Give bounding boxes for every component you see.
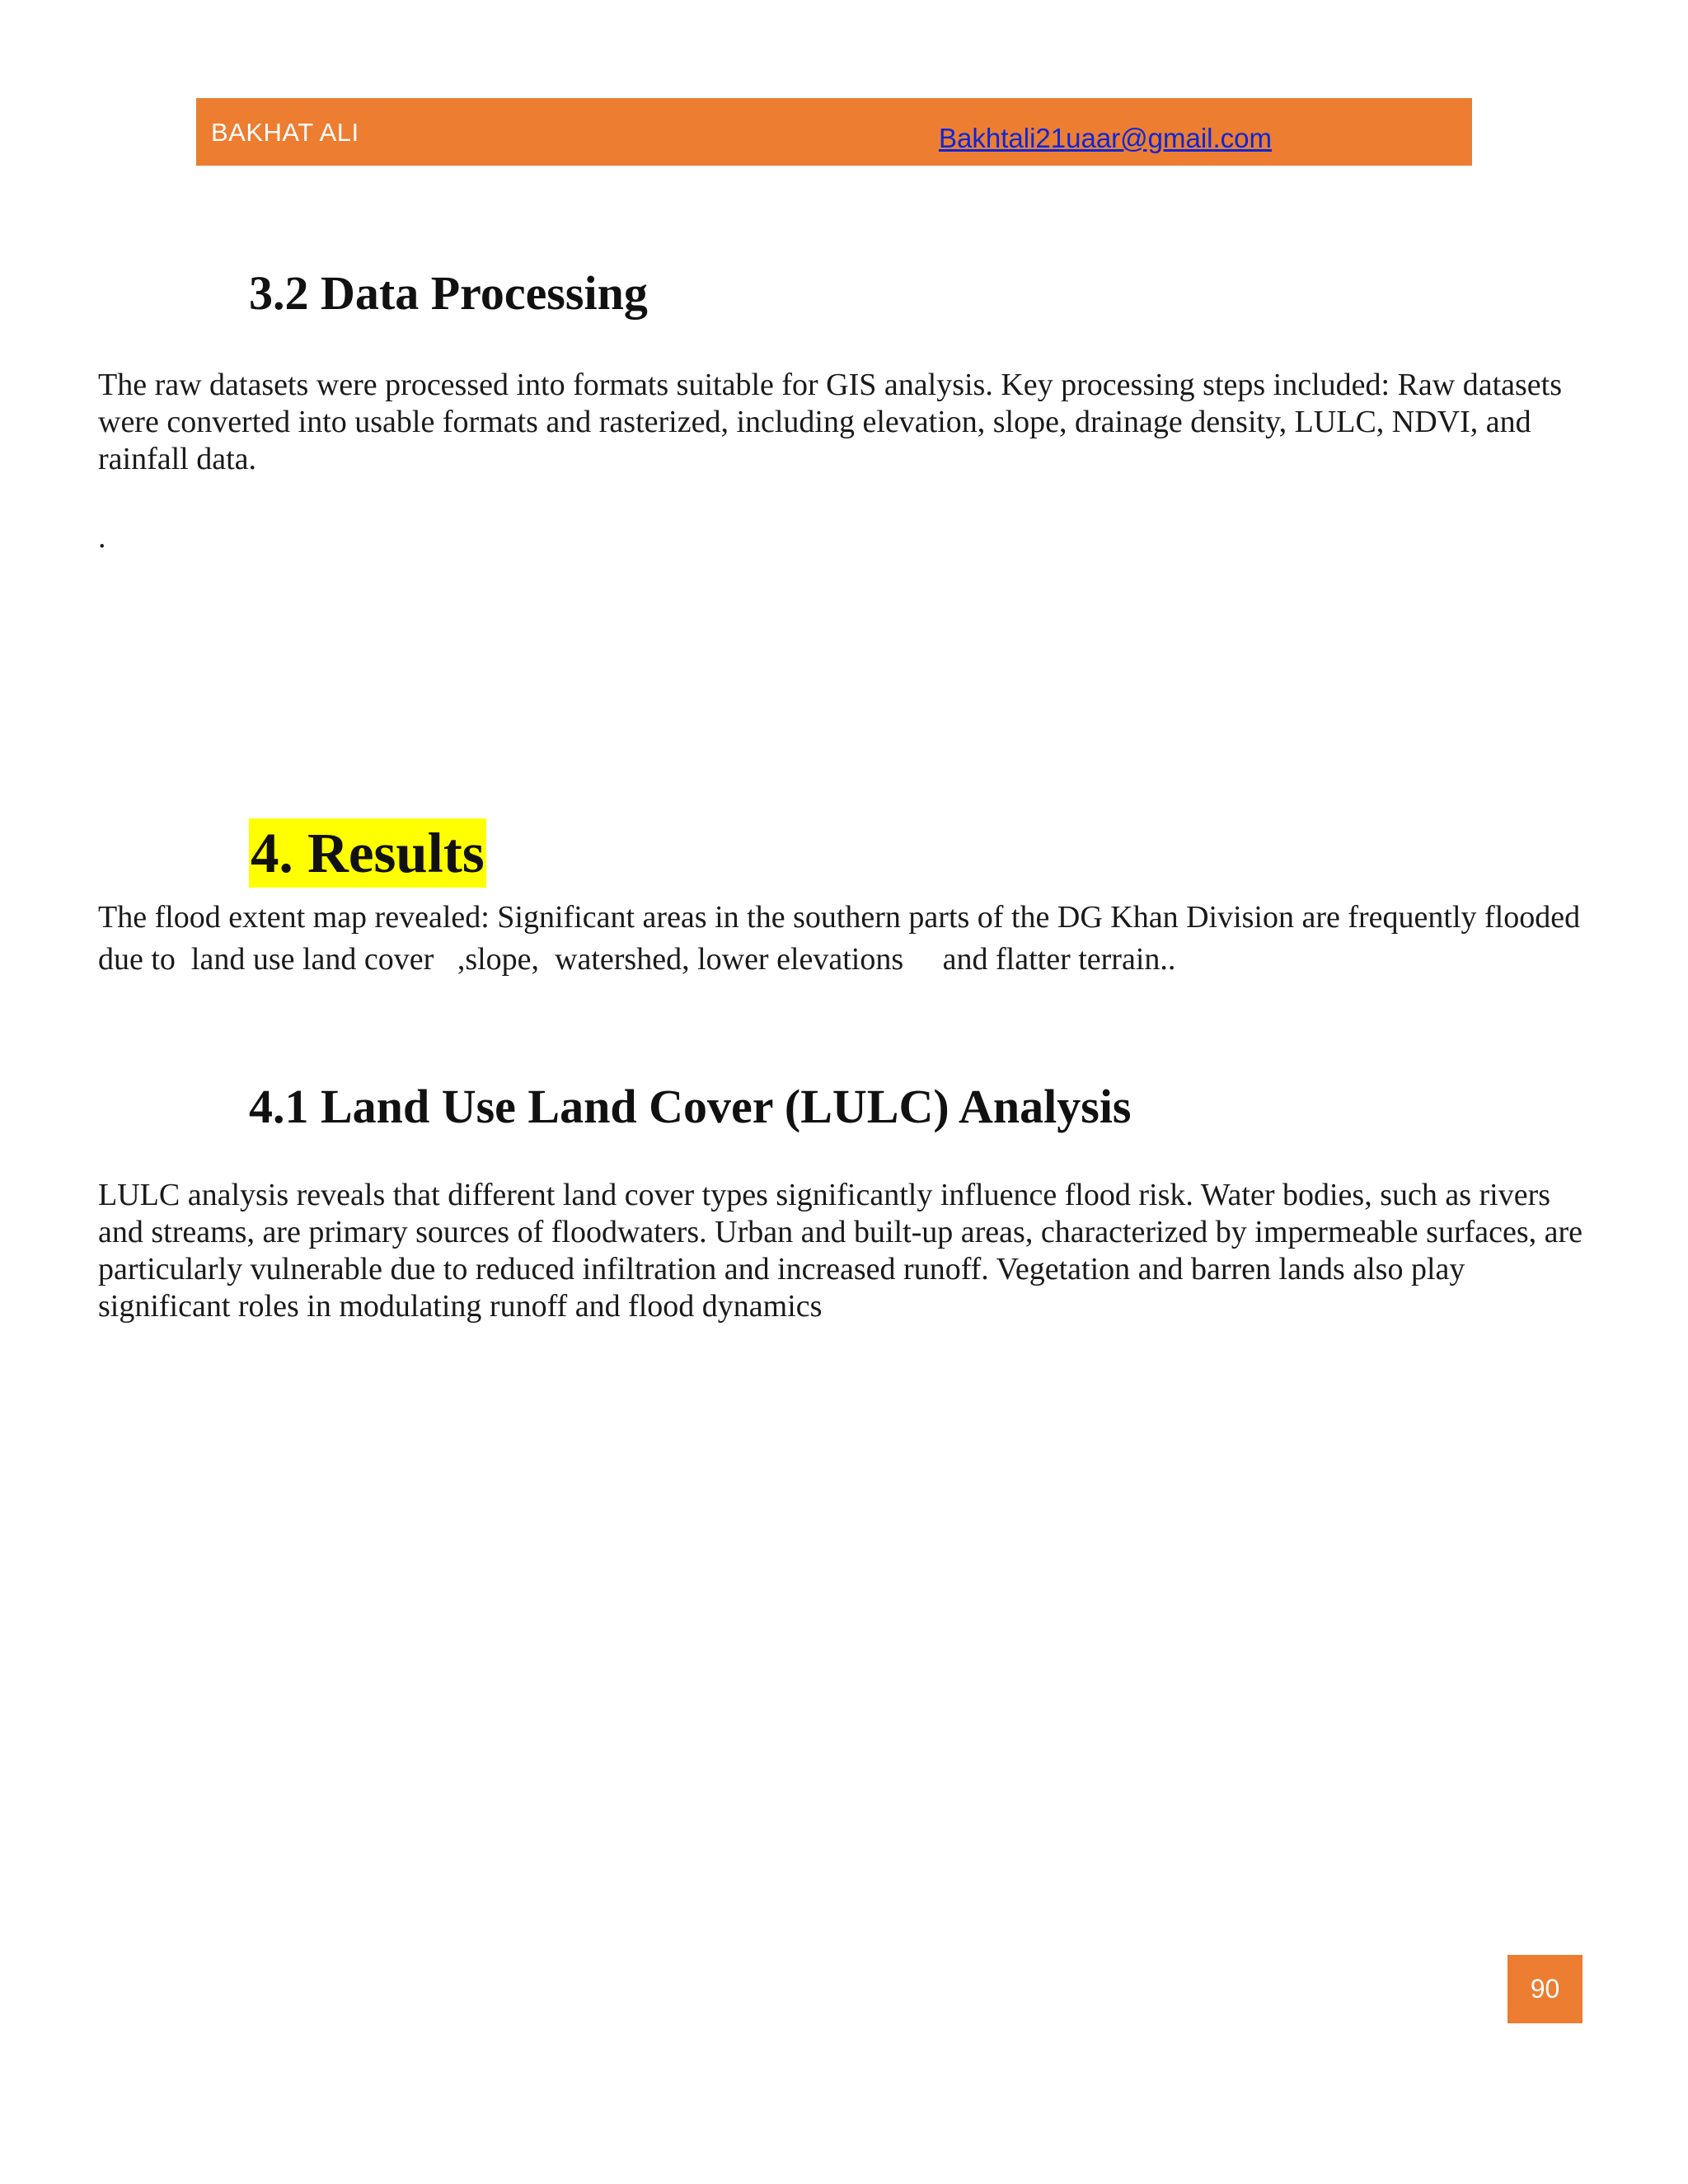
page-number: 90	[1530, 1974, 1560, 2004]
section-heading-results: 4. Results	[249, 818, 486, 888]
results-paragraph: The flood extent map revealed: Significant areas in the southern parts of the DG Khan Division are frequently flooded due to land use land cover ,slope, watershed, lower elevations and flatter terrain..	[98, 900, 1588, 977]
header-bar	[196, 98, 1472, 166]
author-name: BAKHAT ALI	[211, 118, 359, 147]
data-processing-paragraph: The raw datasets were processed into formats suitable for GIS analysis. Key processing steps included: Raw datasets were converted into usable formats and rasterized, including elevation, slope, drainage density, LULC, NDVI, and rainfall data.	[98, 368, 1563, 476]
section-heading-data-processing: 3.2 Data Processing	[249, 266, 648, 320]
page-number-badge	[1507, 1955, 1582, 2023]
lulc-paragraph: LULC analysis reveals that different land cover types significantly influence flood risk. Water bodies, such as rivers and streams, are primary sources of floodwaters. Urban and built-up areas, characterized by impermeable surfaces, are particularly vulnerable due to reduced infiltration and increased runoff. Vegetation and barren lands also play significant roles in modulating runoff and flood dynamics	[98, 1178, 1583, 1324]
email-link[interactable]: Bakhtali21uaar@gmail.com	[939, 123, 1273, 153]
section-heading-lulc-analysis: 4.1 Land Use Land Cover (LULC) Analysis	[249, 1080, 1132, 1133]
stray-period: .	[98, 520, 106, 555]
